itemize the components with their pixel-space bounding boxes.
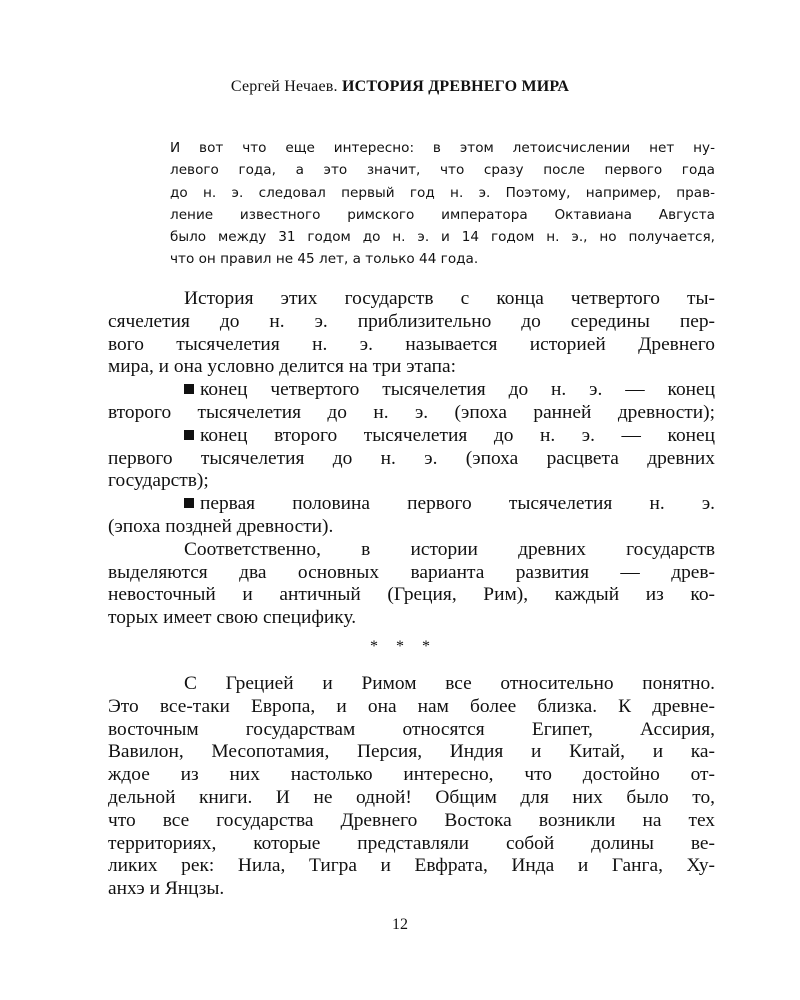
text-line: Вавилон, Месопотамия, Персия, Индия и Китай, и ка- (108, 741, 715, 763)
bullet-text: конец второго тысячелетия до н. э. — конец (200, 424, 715, 446)
text-line: История этих государств с конца четвертого ты- (184, 288, 715, 309)
text-line: выделяются два основных варианта развития — древ- (108, 561, 715, 583)
text-line: дельной книги. И не одной! Общим для них было то, (108, 786, 715, 808)
main-text-block-1 (108, 288, 715, 630)
text-line: (эпоха поздней древности). (108, 515, 334, 537)
text-line: второго тысячелетия до н. э. (эпоха ранней древности); (108, 401, 715, 423)
bullet-line (108, 425, 715, 448)
text-line: С Грецией и Римом все относительно понятно. (184, 673, 715, 694)
bullet-line (108, 493, 715, 516)
text-line: Соответственно, в истории древних государств (184, 538, 715, 560)
square-bullet-icon (184, 430, 194, 440)
main-text-block-2 (108, 673, 715, 901)
text-line: ликих рек: Нила, Тигра и Евфрата, Инда и Ганга, Ху- (108, 855, 715, 877)
text-line: сячелетия до н. э. приблизительно до середины пер- (108, 310, 715, 332)
text-line: восточным государствам относятся Египет, Ассирия, (108, 718, 715, 740)
running-head-book-title: ИСТОРИЯ ДРЕВНЕГО МИРА (341, 78, 570, 95)
note-line: что он правил не 45 лет, а только 44 года. (170, 251, 479, 268)
note-line: И вот что еще интересно: в этом летоисчислении нет ну- (170, 140, 715, 156)
note-line: левого года, а это значит, что сразу после первого года (170, 162, 715, 179)
text-line: ждое из них настолько интересно, что достойно от- (108, 764, 715, 786)
square-bullet-icon (184, 384, 194, 394)
bullet-line (108, 379, 715, 402)
text-line: вого тысячелетия н. э. называется историей Древнего (108, 333, 715, 355)
text-line: что все государства Древнего Востока возникли на тех (108, 809, 715, 831)
text-line: территориях, которые представляли собой долины ве- (108, 832, 715, 854)
text-line: невосточный и античный (Греция, Рим), каждый из ко- (108, 584, 715, 606)
note-line: было между 31 годом до н. э. и 14 годом н. э., но получается, (170, 229, 715, 246)
text-line: мира, и она условно делится на три этапа: (108, 356, 456, 378)
text-line: государств); (108, 470, 209, 492)
square-bullet-icon (184, 498, 194, 508)
text-line: торых имеет свою специфику. (108, 607, 357, 629)
text-line: первого тысячелетия до н. э. (эпоха расцвета древних (108, 447, 715, 469)
text-line: анхэ и Янцзы. (108, 878, 225, 900)
bullet-text: первая половина первого тысячелетия н. э. (200, 493, 715, 515)
page-number: 12 (392, 916, 408, 933)
note-line: до н. э. следовал первый год н. э. Поэтому, например, прав- (170, 184, 715, 201)
section-separator: * * * (370, 638, 430, 655)
running-head-author: Сергей Нечаев. (230, 78, 338, 95)
note-paragraph (170, 137, 715, 271)
running-head (0, 78, 800, 96)
text-line: Это все-таки Европа, и она нам более близка. К древне- (108, 695, 715, 717)
bullet-text: конец четвертого тысячелетия до н. э. — конец (200, 379, 715, 401)
note-line: ление известного римского императора Октавиана Августа (170, 206, 715, 223)
